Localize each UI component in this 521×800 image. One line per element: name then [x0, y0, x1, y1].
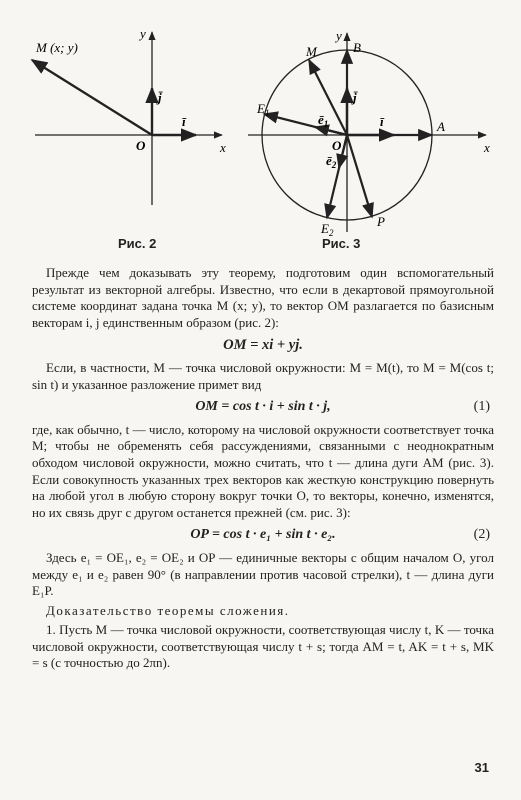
fig3-label-a: A — [437, 119, 445, 134]
figures-area — [0, 0, 521, 265]
paragraph-4: Здесь e₁ = OE₁, e₂ = OE₂ и OP — единичные векторы с общим началом O, угол между e₁ и e₂ равен 90° (в направлении против часовой стрелки), t — длина дуги E₁P. — [32, 549, 494, 599]
fig3-label-i: ī — [380, 114, 384, 129]
proof-heading: Доказательство теоремы сложения. — [46, 602, 290, 618]
fig2-label-o: O — [136, 138, 146, 153]
fig3-label-m: M — [306, 44, 317, 59]
fig2-label-m: M (x; y) — [36, 40, 78, 55]
fig2-vector-om — [32, 60, 152, 135]
fig3-label-e2-vec: $ē_2$ — [326, 153, 337, 170]
fig3-label-e1-vec: $ē_1$ — [318, 112, 329, 129]
paragraph-1: Прежде чем доказывать эту теорему, подготовим один вспомогательный результат из векторной алгебры. Известно, что если в декартовой прямоугольной системе координат задана точка M (x; y), то вектор OM разлагается по базисным векторам i, j единственным образом (рис. 2): — [32, 265, 494, 330]
formula-2-number: (2) — [473, 527, 490, 543]
fig3-vector-e1-unit — [315, 127, 347, 135]
fig2-label-x: x — [220, 140, 226, 155]
fig3-label-e1: $E_1$ — [257, 101, 270, 118]
fig3-label-b: B — [353, 40, 361, 55]
paragraph-6: 1. Пусть M — точка числовой окружности, соответствующая числу t, K — точка числовой окружности, соответствующая числу t + s; тогда AM = t, AK = t + s, MK = s (с точностью до 2πn). — [32, 622, 494, 671]
figure-2 — [32, 26, 226, 205]
fig2-label-j: j̄ — [158, 90, 162, 105]
formula-om: OM = xi + yj. — [223, 337, 303, 354]
fig3-label-j: j̄ — [353, 90, 357, 105]
formula-2: OP = cos t · e₁ + sin t · e₂. — [190, 527, 336, 543]
formula-2-row — [32, 527, 494, 544]
fig3-caption: Рис. 3 — [322, 236, 361, 251]
fig3-label-x: x — [484, 140, 490, 155]
fig3-label-e2: $E_2$ — [321, 221, 334, 238]
fig2-label-y: y — [140, 26, 146, 41]
fig3-label-p: P — [377, 214, 385, 229]
fig2-label-i: ī — [182, 114, 186, 129]
paragraph-3: где, как обычно, t — число, которому на числовой окружности соответствует точка M; чтобы не обременять себя рассуждениями, связанными с неоднократным обходом числовой окружности, можно считать, что t — длина дуги AM (рис. 3). Если совокупность указанных трех векторов как жесткую конструкцию повернуть на любой угол в любую сторону вокруг точки O, то векторы, конечно, изменятся, но их связь друг с другом останется прежней (см. рис. 3): — [32, 421, 494, 520]
fig3-label-o: O — [332, 138, 342, 153]
page-number: 31 — [474, 760, 489, 775]
formula-1-row — [32, 399, 494, 416]
body-text — [32, 265, 494, 672]
fig3-label-y: y — [336, 28, 342, 43]
figure-3 — [248, 28, 490, 238]
formula-1-number: (1) — [473, 399, 490, 415]
formula-1: OM = cos t · i + sin t · j, — [195, 399, 331, 415]
fig3-vector-op — [347, 135, 372, 217]
paragraph-2: Если, в частности, M — точка числовой окружности: M = M(t), то M = M(cos t; sin t) и указанное разложение примет вид — [32, 359, 494, 392]
fig2-caption: Рис. 2 — [118, 236, 157, 251]
